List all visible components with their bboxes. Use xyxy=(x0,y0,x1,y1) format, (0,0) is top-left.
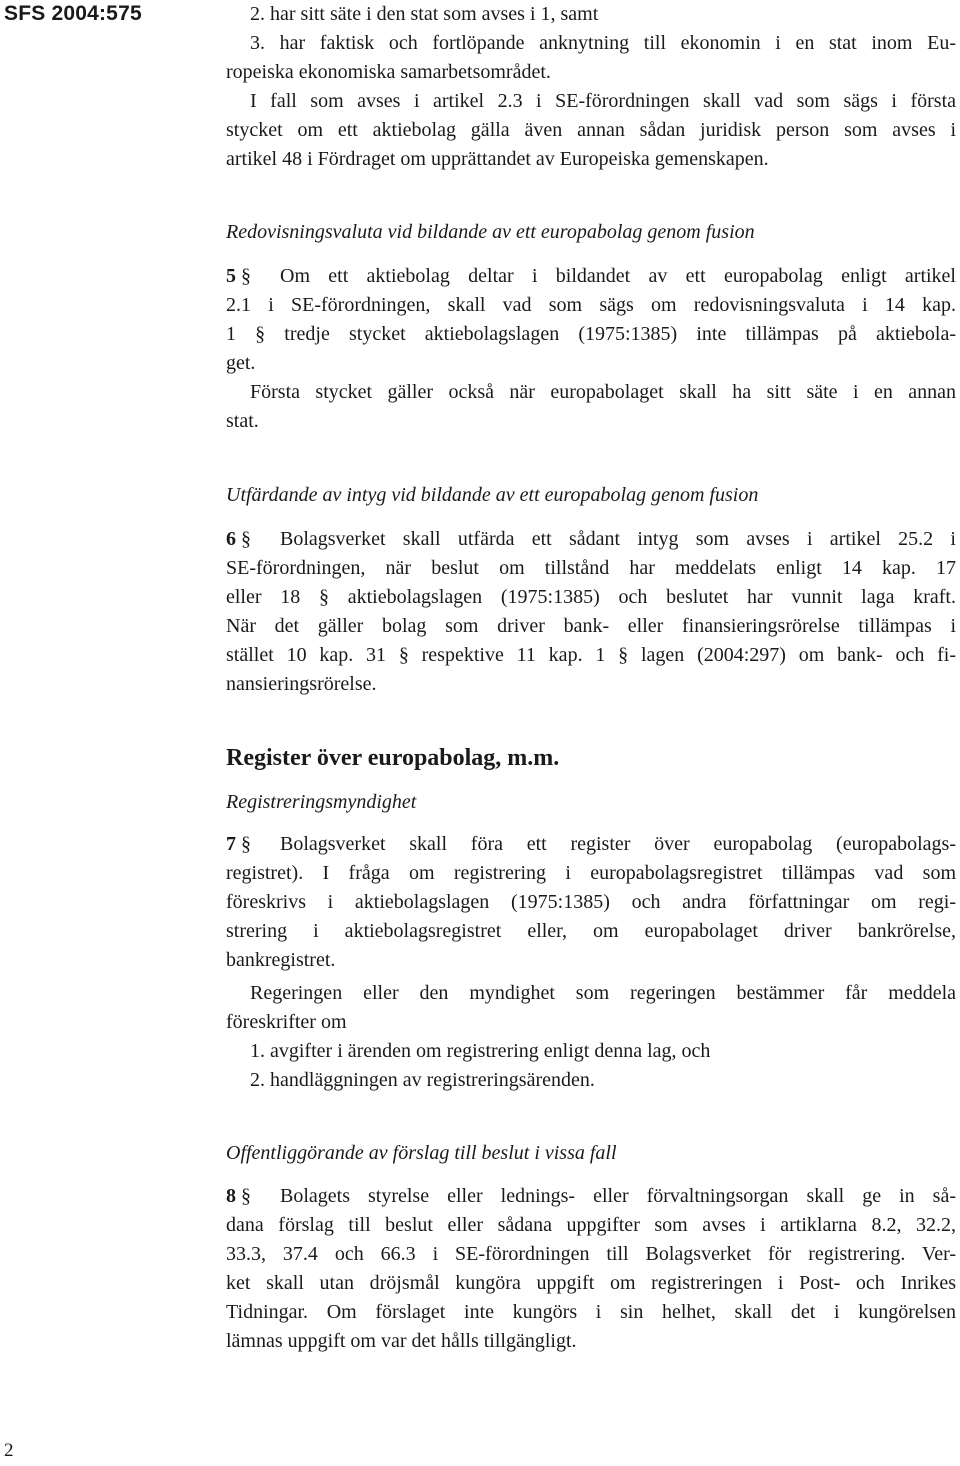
page-number: 2 xyxy=(4,1440,14,1461)
section-sign: § xyxy=(241,528,251,550)
paragraph-line: Bolagsverket skall föra ett register över europabolag (europabolags- xyxy=(280,833,956,855)
paragraph-line: Bolagsverket skall utfärda ett sådant intyg som avses i artikel 25.2 i xyxy=(280,528,956,550)
paragraph-line: get. xyxy=(226,352,256,374)
paragraph-line: SE-förordningen, när beslut om tillstånd har meddelats enligt 14 kap. 17 xyxy=(226,557,956,579)
paragraph-line: I fall som avses i artikel 2.3 i SE-förordningen skall vad som sägs i första xyxy=(250,90,956,112)
paragraph-line: artikel 48 i Fördraget om upprättandet av Europeiska gemenskapen. xyxy=(226,148,769,170)
paragraph-line: strering i aktiebolagsregistret eller, om europabolaget driver bankrörelse, xyxy=(226,920,956,942)
paragraph-line: Om ett aktiebolag deltar i bildandet av ett europabolag enligt artikel xyxy=(280,265,956,287)
paragraph-number: 5 xyxy=(226,265,236,287)
paragraph-line: När det gäller bolag som driver bank- eller finansieringsrörelse tillämpas i xyxy=(226,615,956,637)
section-sign: § xyxy=(241,833,251,855)
paragraph-line: Första stycket gäller också när europabolaget skall ha sitt säte i en annan xyxy=(250,381,956,403)
paragraph-line: föreskrifter om xyxy=(226,1011,347,1033)
section-heading: Offentliggörande av förslag till beslut i vissa fall xyxy=(226,1142,617,1164)
paragraph-line: dana förslag till beslut eller sådana uppgifter som avses i artiklarna 8.2, 32.2, xyxy=(226,1214,956,1236)
list-item: 2. handläggningen av registreringsärenden. xyxy=(250,1069,595,1091)
paragraph-line: lämnas uppgift om var det hålls tillgängligt. xyxy=(226,1330,577,1352)
paragraph-line: ket skall utan dröjsmål kungöra uppgift om registreringen i Post- och Inrikes xyxy=(226,1272,956,1294)
paragraph-line: Regeringen eller den myndighet som regeringen bestämmer får meddela xyxy=(250,982,956,1004)
paragraph-line: stat. xyxy=(226,410,259,432)
paragraph-line: Tidningar. Om förslaget inte kungörs i sin helhet, skall det i kungörelsen xyxy=(226,1301,956,1323)
section-sign: § xyxy=(241,265,251,287)
paragraph-line: Bolagets styrelse eller lednings- eller förvaltningsorgan skall ge in så- xyxy=(280,1185,956,1207)
paragraph-line: 33.3, 37.4 och 66.3 i SE-förordningen till Bolagsverket för registrering. Ver- xyxy=(226,1243,956,1265)
paragraph-line: stycket om ett aktiebolag gälla även annan sådan juridisk person som avses i xyxy=(226,119,956,141)
section-heading: Redovisningsvaluta vid bildande av ett europabolag genom fusion xyxy=(226,221,755,243)
section-heading: Registreringsmyndighet xyxy=(226,791,417,813)
paragraph-line: ropeiska ekonomiska samarbetsområdet. xyxy=(226,61,551,83)
section-sign: § xyxy=(241,1185,251,1207)
section-number xyxy=(226,264,251,288)
paragraph-number: 8 xyxy=(226,1185,236,1207)
section-number xyxy=(226,832,251,856)
list-item: 2. har sitt säte i den stat som avses i 1, samt xyxy=(250,3,599,25)
paragraph-number: 6 xyxy=(226,528,236,550)
list-item: 3. har faktisk och fortlöpande anknytning till ekonomin i en stat inom Eu- xyxy=(250,32,956,54)
section-number xyxy=(226,527,251,551)
paragraph-line: föreskrivs i aktiebolagslagen (1975:1385) och andra författningar om regi- xyxy=(226,891,956,913)
paragraph-line: bankregistret. xyxy=(226,949,336,971)
section-heading: Utfärdande av intyg vid bildande av ett europabolag genom fusion xyxy=(226,484,759,506)
sfs-number-label: SFS 2004:575 xyxy=(4,2,142,25)
paragraph-number: 7 xyxy=(226,833,236,855)
section-number xyxy=(226,1184,251,1208)
paragraph-line: 1 § tredje stycket aktiebolagslagen (1975:1385) inte tillämpas på aktiebola- xyxy=(226,323,956,345)
paragraph-line: eller 18 § aktiebolagslagen (1975:1385) och beslutet har vunnit laga kraft. xyxy=(226,586,956,608)
paragraph-line: nansieringsrörelse. xyxy=(226,673,377,695)
paragraph-line: registret). I fråga om registrering i europabolagsregistret tillämpas vad som xyxy=(226,862,956,884)
chapter-title: Register över europabolag, m.m. xyxy=(226,745,560,771)
paragraph-line: 2.1 i SE-förordningen, skall vad som sägs om redovisningsvaluta i 14 kap. xyxy=(226,294,956,316)
list-item: 1. avgifter i ärenden om registrering enligt denna lag, och xyxy=(250,1040,711,1062)
paragraph-line: stället 10 kap. 31 § respektive 11 kap. 1 § lagen (2004:297) om bank- och fi- xyxy=(226,644,956,666)
